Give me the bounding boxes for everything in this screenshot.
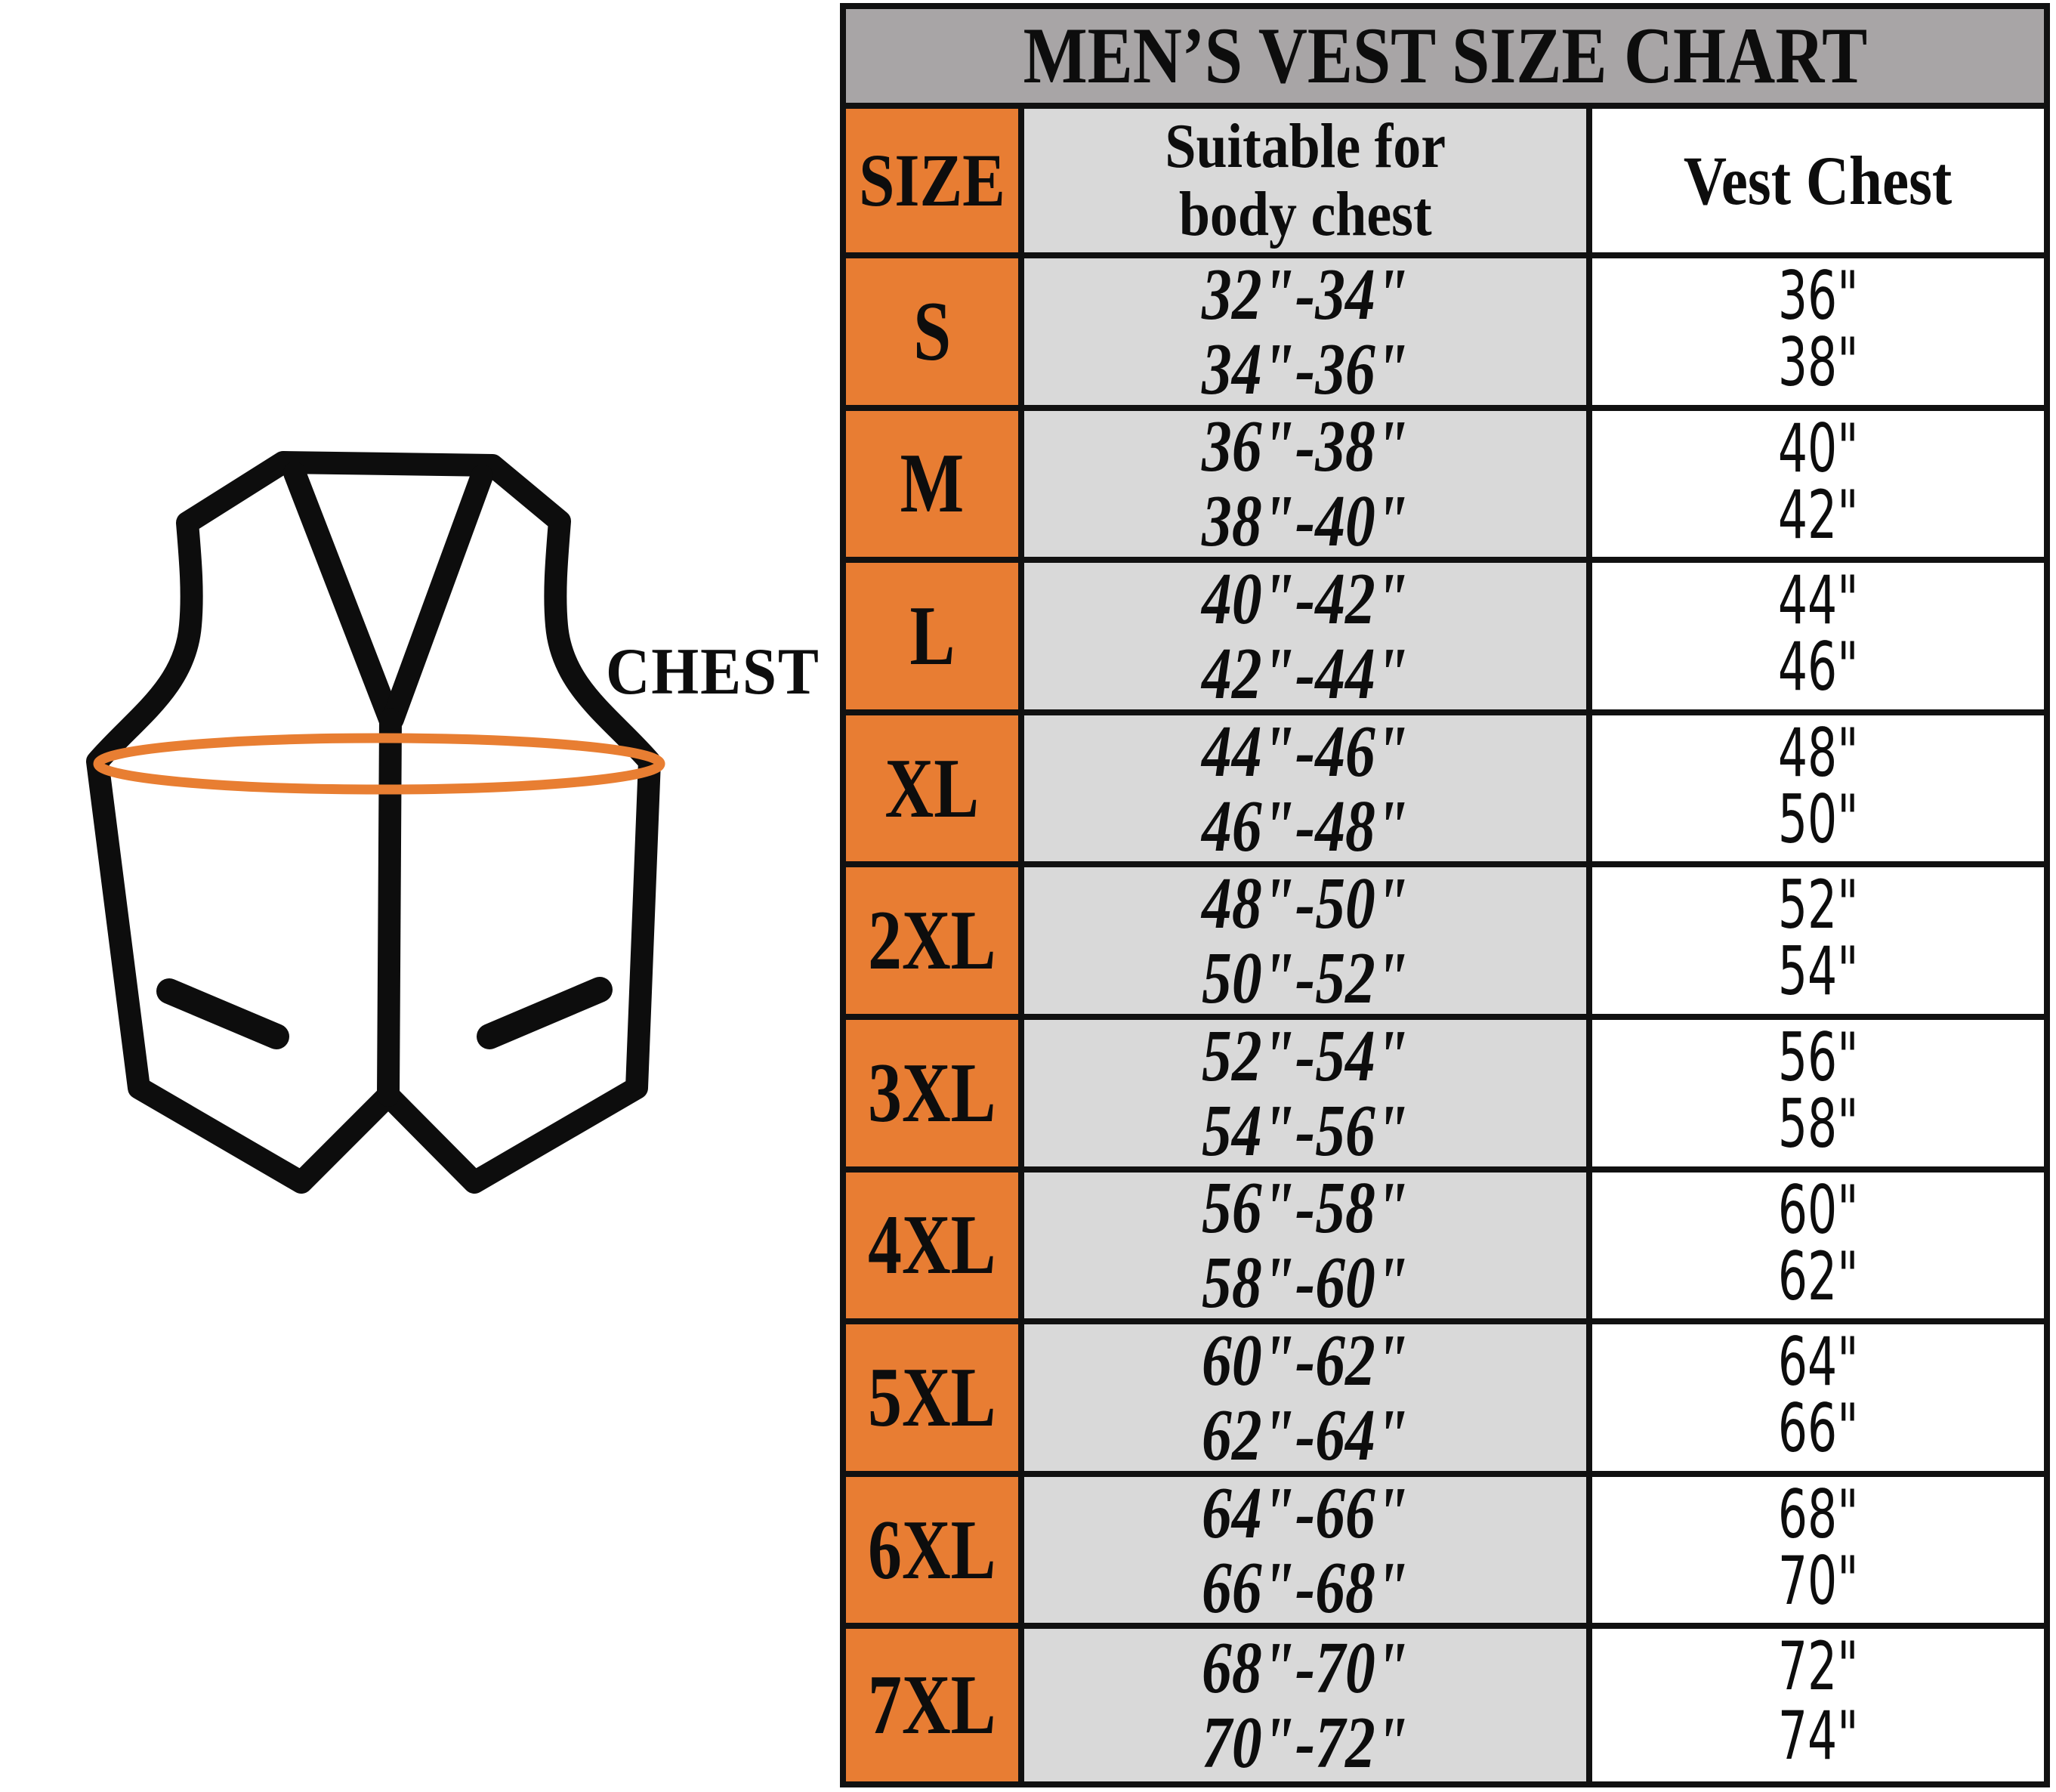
row-body-chest-cell	[1024, 1629, 1592, 1781]
row-size-cell	[846, 258, 1024, 411]
vest-lapel-right-icon	[393, 476, 482, 719]
body-chest-range-1: 36"-38"	[1202, 410, 1409, 487]
row-body-chest-cell	[1024, 867, 1592, 1020]
row-vest-chest-cell	[1592, 1173, 2044, 1325]
column-header-body-chest: Suitable for body chest	[1024, 109, 1592, 258]
vest-center-seam	[388, 719, 391, 1095]
size-label: 4XL	[868, 1198, 996, 1293]
size-label: 3XL	[868, 1046, 996, 1140]
vest-chest-value-2: 58"	[1777, 1085, 1859, 1163]
size-label: 6XL	[868, 1503, 996, 1597]
vest-chest-value-1: 44"	[1777, 563, 1859, 640]
vest-chest-value-2: 46"	[1777, 628, 1859, 706]
size-label: 5XL	[868, 1350, 996, 1444]
table-title	[846, 9, 2044, 109]
body-chest-range-1: 64"-66"	[1202, 1476, 1409, 1553]
row-body-chest-cell	[1024, 563, 1592, 715]
vest-chest-value-2: 66"	[1777, 1389, 1859, 1468]
size-label: XL	[884, 741, 980, 836]
vest-chest-value-1: 72"	[1777, 1629, 1859, 1706]
body-chest-range-1: 32"-34"	[1202, 258, 1409, 335]
row-size-cell	[846, 1020, 1024, 1173]
body-chest-range-1: 60"-62"	[1202, 1324, 1409, 1401]
chest-measurement-label: CHEST	[606, 635, 820, 709]
size-chart-table	[840, 3, 2050, 1787]
row-size-cell	[846, 867, 1024, 1020]
body-chest-range-2: 70"-72"	[1202, 1702, 1409, 1781]
row-size-cell	[846, 1477, 1024, 1630]
vest-chest-value-2: 54"	[1777, 932, 1859, 1011]
vest-chest-value-1: 64"	[1777, 1324, 1859, 1401]
row-vest-chest-cell	[1592, 1477, 2044, 1630]
row-vest-chest-cell	[1592, 411, 2044, 564]
body-chest-range-2: 66"-68"	[1202, 1546, 1409, 1628]
vest-pocket-left-icon	[169, 991, 276, 1037]
body-chest-range-2: 34"-36"	[1202, 328, 1409, 409]
row-body-chest-cell	[1024, 1477, 1592, 1630]
size-label: 2XL	[868, 894, 996, 988]
vest-chest-value-1: 52"	[1777, 867, 1859, 944]
vest-chest-value-2: 50"	[1777, 780, 1859, 858]
body-chest-range-1: 40"-42"	[1202, 563, 1409, 639]
body-chest-range-1: 68"-70"	[1202, 1629, 1409, 1709]
row-vest-chest-cell	[1592, 563, 2044, 715]
body-chest-range-2: 54"-56"	[1202, 1089, 1409, 1171]
vest-chest-value-1: 40"	[1777, 410, 1859, 487]
body-chest-range-1: 56"-58"	[1202, 1172, 1409, 1249]
size-label: 7XL	[868, 1658, 996, 1753]
vest-chest-value-1: 60"	[1777, 1172, 1859, 1249]
row-vest-chest-cell	[1592, 1020, 2044, 1173]
vest-lapel-left-icon	[295, 473, 390, 719]
vest-chest-value-1: 36"	[1777, 258, 1859, 335]
row-body-chest-cell	[1024, 1020, 1592, 1173]
row-body-chest-cell	[1024, 411, 1592, 564]
column-header-vest-chest: Vest Chest	[1592, 109, 2044, 258]
row-size-cell	[846, 1173, 1024, 1325]
vest-outline	[97, 462, 650, 1182]
vest-chest-value-2: 70"	[1777, 1541, 1859, 1620]
body-chest-range-1: 44"-46"	[1202, 715, 1409, 792]
row-size-cell	[846, 563, 1024, 715]
vest-chest-value-1: 48"	[1777, 715, 1859, 792]
size-label: L	[909, 589, 955, 683]
row-size-cell	[846, 715, 1024, 868]
row-vest-chest-cell	[1592, 867, 2044, 1020]
row-body-chest-cell	[1024, 715, 1592, 868]
row-vest-chest-cell	[1592, 1629, 2044, 1781]
vest-illustration	[0, 212, 846, 1284]
vest-pocket-right-icon	[489, 990, 600, 1037]
row-size-cell	[846, 411, 1024, 564]
size-label: M	[900, 437, 965, 531]
row-body-chest-cell	[1024, 1324, 1592, 1477]
table-title-text: MEN’S VEST SIZE CHART	[1023, 11, 1867, 100]
body-chest-range-1: 48"-50"	[1202, 867, 1409, 944]
body-chest-range-2: 62"-64"	[1202, 1395, 1409, 1475]
size-label: S	[913, 284, 951, 378]
row-body-chest-cell	[1024, 1173, 1592, 1325]
vest-chest-value-2: 62"	[1777, 1237, 1859, 1315]
row-vest-chest-cell	[1592, 258, 2044, 411]
vest-chest-value-1: 56"	[1777, 1020, 1859, 1096]
body-chest-range-2: 38"-40"	[1202, 480, 1409, 562]
column-header-size: SIZE	[846, 109, 1024, 258]
row-size-cell	[846, 1629, 1024, 1781]
vest-chest-value-1: 68"	[1777, 1476, 1859, 1553]
row-vest-chest-cell	[1592, 1324, 2044, 1477]
row-vest-chest-cell	[1592, 715, 2044, 868]
vest-chest-value-2: 74"	[1777, 1697, 1859, 1775]
vest-chest-value-2: 42"	[1777, 475, 1859, 554]
body-chest-range-2: 58"-60"	[1202, 1242, 1409, 1324]
body-chest-range-1: 52"-54"	[1202, 1020, 1409, 1096]
vest-chest-value-2: 38"	[1777, 323, 1859, 401]
body-chest-range-2: 42"-44"	[1202, 633, 1409, 714]
row-size-cell	[846, 1324, 1024, 1477]
row-body-chest-cell	[1024, 258, 1592, 411]
body-chest-range-2: 46"-48"	[1202, 785, 1409, 867]
body-chest-range-2: 50"-52"	[1202, 938, 1409, 1019]
